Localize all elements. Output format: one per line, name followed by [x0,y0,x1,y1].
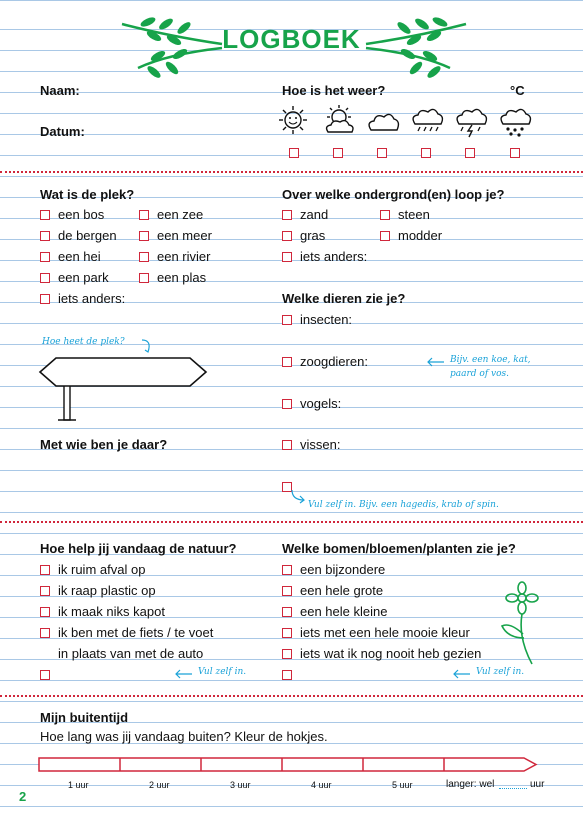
with-whom-question: Met wie ben je daar? [40,437,168,452]
place-option-label: een rivier [157,249,211,264]
date-label: Datum: [40,124,85,139]
plants-checkbox-groot[interactable] [282,586,292,596]
ground-checkbox-zand[interactable] [282,210,292,220]
time-tick-label: 4 uur [311,780,332,790]
ground-checkbox-modder[interactable] [380,231,390,241]
place-option-label: een meer [157,228,212,243]
ground-option-label: steen [398,207,430,222]
plants-checkbox-kleur[interactable] [282,628,292,638]
plants-checkbox-nieuw[interactable] [282,649,292,659]
cloud-hail-icon [498,106,532,138]
outside-title: Mijn buitentijd [40,710,129,725]
section-divider [0,695,583,697]
ground-option-label: iets anders: [300,249,368,264]
longer-unit: uur [530,779,545,790]
plants-option-label: een bijzondere [300,562,386,577]
weather-checkbox-rain[interactable] [421,148,431,158]
cloud-rain-icon [410,106,444,136]
cloud-thunder-icon [454,106,488,138]
ground-option-label: modder [398,228,443,243]
place-option-label: iets anders: [58,291,126,306]
arrow-left-icon [426,357,446,367]
temperature-unit: °C [510,83,525,98]
plants-hint: Vul zelf in. [476,667,525,677]
nature-option-continuation: in plaats van met de auto [58,646,204,661]
flower-icon [494,582,550,666]
outside-question: Hoe lang was jij vandaag buiten? Kleur de hokjes. [40,729,328,744]
nature-checkbox-afval[interactable] [40,565,50,575]
sun-cloud-icon [322,104,356,136]
time-tick-label: 1 uur [68,780,89,790]
animals-option-label: vissen: [300,437,341,452]
place-option-label: een zee [157,207,204,222]
time-tick-label: 3 uur [230,780,251,790]
nature-hint: Vul zelf in. [198,667,247,677]
weather-checkbox-sun-cloud[interactable] [333,148,343,158]
weather-checkbox-sun[interactable] [289,148,299,158]
section-divider [0,521,583,523]
name-label: Naam: [40,83,80,98]
place-checkbox-meer[interactable] [139,231,149,241]
place-checkbox-park[interactable] [40,273,50,283]
ground-option-label: gras [300,228,326,243]
place-option-label: een bos [58,207,105,222]
right-leaf-branch-icon [360,14,470,78]
left-leaf-branch-icon [118,14,228,78]
plants-checkbox-own[interactable] [282,670,292,680]
place-checkbox-rivier[interactable] [139,252,149,262]
ground-option-label: zand [300,207,329,222]
nature-checkbox-fiets[interactable] [40,628,50,638]
section-divider [0,171,583,173]
ground-checkbox-gras[interactable] [282,231,292,241]
animals-checkbox-insecten[interactable] [282,315,292,325]
cloud-icon [366,108,400,134]
page-number: 2 [19,789,27,804]
animals-question: Welke dieren zie je? [282,291,406,306]
plants-checkbox-bijzonder[interactable] [282,565,292,575]
nature-checkbox-kapot[interactable] [40,607,50,617]
weather-question: Hoe is het weer? [282,83,386,98]
animals-checkbox-vissen[interactable] [282,440,292,450]
animals-checkbox-zoogdieren[interactable] [282,357,292,367]
place-checkbox-bergen[interactable] [40,231,50,241]
animals-own-hint: Vul zelf in. Bijv. een hagedis, krab of spin. [308,500,499,510]
place-option-label: een park [58,270,109,285]
weather-checkbox-cloud[interactable] [377,148,387,158]
weather-checkbox-thunder[interactable] [465,148,475,158]
place-option-label: een hei [58,249,101,264]
animals-hint-line2: paard of vos. [450,369,510,379]
place-checkbox-plas[interactable] [139,273,149,283]
place-option-label: de bergen [58,228,117,243]
animals-option-label: zoogdieren: [300,354,368,369]
nature-question: Hoe help jij vandaag de natuur? [40,541,237,556]
plants-option-label: iets met een hele mooie kleur [300,625,470,640]
plants-question: Welke bomen/bloemen/planten zie je? [282,541,516,556]
animals-option-label: vogels: [300,396,342,411]
nature-option-label: ik raap plastic op [58,583,156,598]
animals-hint-line1: Bijv. een koe, kat, [450,355,531,365]
place-checkbox-bos[interactable] [40,210,50,220]
place-checkbox-hei[interactable] [40,252,50,262]
curved-arrow-icon [290,490,306,504]
ground-checkbox-anders[interactable] [282,252,292,262]
animals-option-label: insecten: [300,312,353,327]
longer-label: langer: wel [446,779,495,790]
arrow-left-icon [174,669,194,679]
time-tick-label: 5 uur [392,780,413,790]
place-checkbox-anders[interactable] [40,294,50,304]
longer-hours-blank[interactable] [499,788,527,789]
nature-option-label: ik ben met de fiets / te voet [58,625,214,640]
nature-option-label: ik maak niks kapot [58,604,165,619]
plants-option-label: iets wat ik nog nooit heb gezien [300,646,482,661]
weather-checkbox-hail[interactable] [510,148,520,158]
sign-hint: Hoe heet de plek? [42,337,125,347]
time-tick-label: 2 uur [149,780,170,790]
nature-option-label: ik ruim afval op [58,562,146,577]
sun-icon [278,104,308,136]
ground-checkbox-steen[interactable] [380,210,390,220]
arrow-left-icon [452,669,472,679]
place-question: Wat is de plek? [40,187,135,202]
nature-checkbox-own[interactable] [40,670,50,680]
ground-question: Over welke ondergrond(en) loop je? [282,187,505,202]
plants-option-label: een hele grote [300,583,384,598]
animals-checkbox-vogels[interactable] [282,399,292,409]
plants-checkbox-klein[interactable] [282,607,292,617]
place-checkbox-zee[interactable] [139,210,149,220]
page-title: LOGBOEK [222,24,361,54]
plants-option-label: een hele kleine [300,604,388,619]
time-bar[interactable] [38,756,540,776]
signpost-icon [34,336,214,430]
place-option-label: een plas [157,270,207,285]
nature-checkbox-plastic[interactable] [40,586,50,596]
